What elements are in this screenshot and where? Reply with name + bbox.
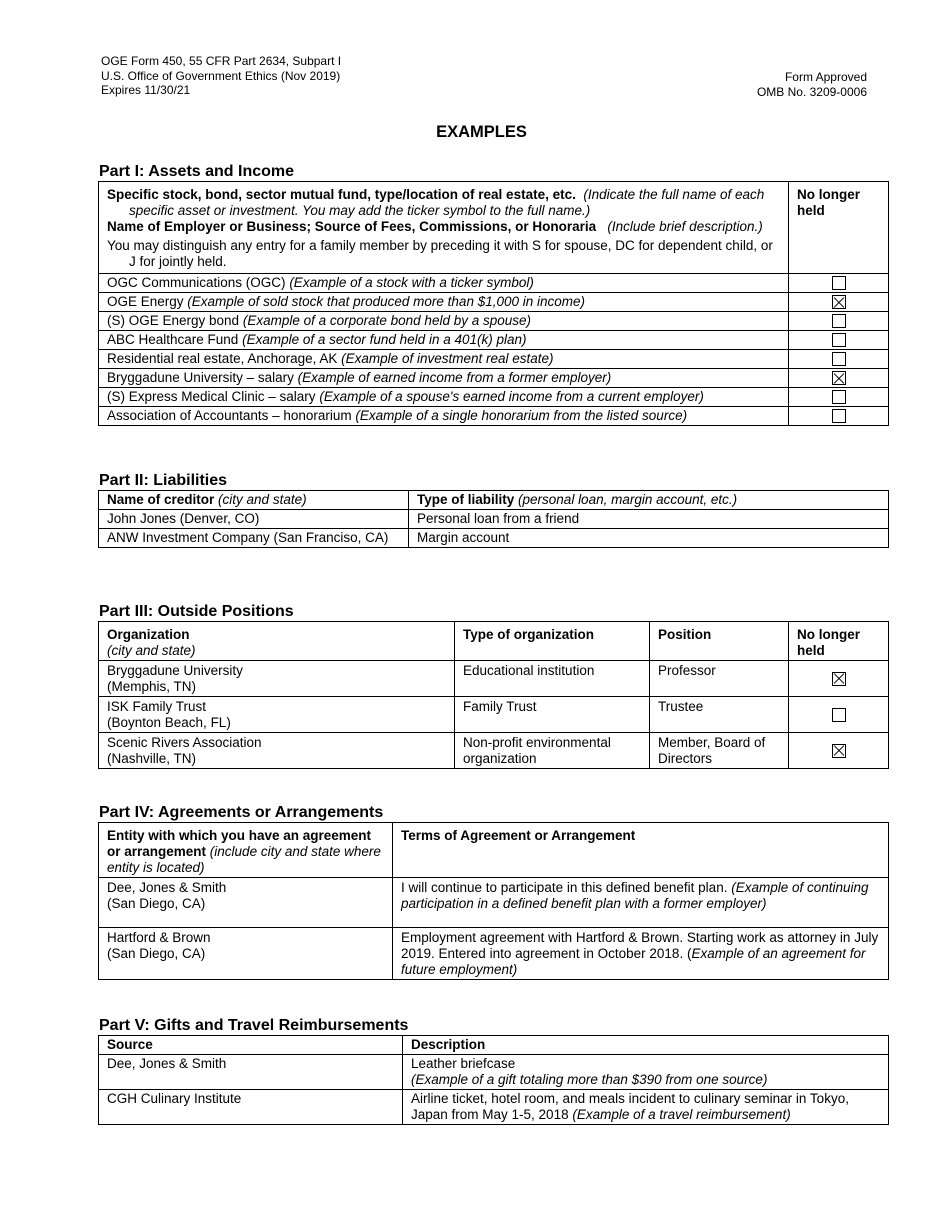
entity-cell — [99, 878, 393, 928]
agreements-table — [98, 822, 889, 980]
table-row — [99, 331, 889, 350]
table-row — [99, 350, 889, 369]
asset-cell — [99, 369, 789, 388]
position-header: Position — [650, 622, 789, 661]
assets-header-bold: Specific stock, bond, sector mutual fund, type/location of real estate, etc. — [107, 187, 576, 202]
no-longer-held-checkbox[interactable] — [832, 276, 846, 290]
organization-location: (Nashville, TN) — [107, 751, 197, 766]
organization-name: Bryggadune University — [107, 663, 243, 678]
assets-header-cell — [99, 182, 789, 274]
entity-cell — [99, 928, 393, 980]
asset-note: (Example of earned income from a former employer) — [297, 370, 612, 385]
no-longer-held-cell — [789, 312, 889, 331]
asset-note: (Example of a single honorarium from the listed source) — [355, 408, 688, 423]
creditor-cell: ANW Investment Company (San Franciso, CA) — [99, 529, 409, 548]
table-row — [99, 661, 889, 697]
terms-cell — [393, 928, 889, 980]
form-id-line: OGE Form 450, 55 CFR Part 2634, Subpart I — [101, 54, 342, 68]
omb-line: Form Approved — [784, 70, 867, 84]
org-type-cell: Family Trust — [455, 697, 650, 733]
asset-cell — [99, 388, 789, 407]
organization-location: (Memphis, TN) — [107, 679, 197, 694]
asset-name: (S) Express Medical Clinic – salary — [107, 389, 316, 404]
terms-note: Example of an agreement for future employment) — [401, 946, 866, 977]
no-longer-held-cell — [789, 331, 889, 350]
asset-name: OGE Energy — [107, 294, 184, 309]
asset-name: (S) OGE Energy bond — [107, 313, 240, 328]
organization-header-bold: Organization — [107, 627, 190, 642]
table-row — [99, 1055, 889, 1090]
assets-header-note: (Indicate the full name of each specific asset or investment. You may add the ticker symbol to the full name.) — [129, 187, 765, 218]
table-row — [99, 733, 889, 769]
org-type-header: Type of organization — [455, 622, 650, 661]
entity-name: Hartford & Brown — [107, 930, 211, 945]
no-longer-held-checkbox[interactable] — [832, 333, 846, 347]
organization-header — [99, 622, 455, 661]
no-longer-held-cell — [789, 733, 889, 769]
no-longer-held-cell — [789, 661, 889, 697]
position-cell: Member, Board of Directors — [650, 733, 789, 769]
no-longer-held-cell — [789, 407, 889, 426]
asset-cell — [99, 350, 789, 369]
terms-text: Employment agreement with Hartford & Brown. Starting work as attorney in July 2019. Entered into agreement in October 2018. ( — [401, 930, 879, 961]
asset-cell — [99, 407, 789, 426]
no-longer-held-header: No longer held — [789, 622, 889, 661]
source-cell: CGH Culinary Institute — [99, 1090, 403, 1125]
no-longer-held-cell — [789, 293, 889, 312]
no-longer-held-checkbox[interactable] — [832, 708, 846, 722]
employer-header-note: (Include brief description.) — [607, 219, 763, 234]
table-row — [99, 529, 889, 548]
table-header-row — [99, 491, 889, 510]
no-longer-held-checkbox-checked[interactable] — [832, 744, 846, 758]
table-row — [99, 878, 889, 928]
organization-cell — [99, 661, 455, 697]
asset-name: Residential real estate, Anchorage, AK — [107, 351, 338, 366]
entity-header-note: (include city and state where entity is located) — [107, 844, 381, 875]
table-header-row — [99, 182, 889, 274]
description-cell — [403, 1055, 889, 1090]
no-longer-held-cell — [789, 697, 889, 733]
terms-header: Terms of Agreement or Arrangement — [393, 823, 889, 878]
asset-note: (Example of a corporate bond held by a spouse) — [242, 313, 532, 328]
position-cell: Professor — [650, 661, 789, 697]
asset-note: (Example of a stock with a ticker symbol) — [289, 275, 534, 290]
no-longer-held-checkbox[interactable] — [832, 314, 846, 328]
omb-approval — [757, 70, 867, 99]
organization-location: (Boynton Beach, FL) — [107, 715, 231, 730]
org-type-cell: Educational institution — [455, 661, 650, 697]
organization-name: Scenic Rivers Association — [107, 735, 262, 750]
table-row — [99, 293, 889, 312]
entity-location: (San Diego, CA) — [107, 896, 206, 911]
form-id-line: U.S. Office of Government Ethics (Nov 2019) — [101, 68, 341, 83]
terms-cell — [393, 878, 889, 928]
part1-title: Part I: Assets and Income — [99, 163, 295, 180]
asset-cell — [99, 274, 789, 293]
asset-name: Association of Accountants – honorarium — [107, 408, 352, 423]
assets-income-table — [98, 181, 889, 426]
description-header: Description — [403, 1036, 889, 1055]
organization-name: ISK Family Trust — [107, 699, 207, 714]
table-row — [99, 274, 889, 293]
no-longer-held-checkbox[interactable] — [832, 390, 846, 404]
table-row — [99, 697, 889, 733]
asset-cell — [99, 293, 789, 312]
part2-title: Part II: Liabilities — [99, 472, 228, 489]
organization-cell — [99, 697, 455, 733]
asset-note: (Example of investment real estate) — [341, 351, 554, 366]
table-row — [99, 369, 889, 388]
asset-cell — [99, 312, 789, 331]
liability-type-header-note: (personal loan, margin account, etc.) — [518, 492, 738, 507]
description-text: Airline ticket, hotel room, and meals incident to culinary seminar in Tokyo, Japan from May 1-5, 2018 — [411, 1091, 849, 1122]
asset-name: OGC Communications (OGC) — [107, 275, 286, 290]
liability-type-header — [409, 491, 889, 510]
table-row — [99, 510, 889, 529]
no-longer-held-cell — [789, 369, 889, 388]
asset-note: (Example of sold stock that produced more than $1,000 in income) — [187, 294, 586, 309]
terms-text: I will continue to participate in this defined benefit plan. — [401, 880, 728, 895]
table-header-row — [99, 823, 889, 878]
form-identification — [101, 54, 341, 98]
asset-cell — [99, 331, 789, 350]
liabilities-table — [98, 490, 889, 548]
no-longer-held-cell — [789, 274, 889, 293]
table-header-row — [99, 1036, 889, 1055]
no-longer-held-cell — [789, 388, 889, 407]
family-member-note: You may distinguish any entry for a family member by preceding it with S for spouse, DC for dependent child, or J for jointly held. — [107, 238, 773, 269]
creditor-header — [99, 491, 409, 510]
description-note: (Example of a travel reimbursement) — [572, 1107, 791, 1122]
part5-title: Part V: Gifts and Travel Reimbursements — [99, 1017, 409, 1034]
entity-header — [99, 823, 393, 878]
description-note: (Example of a gift totaling more than $390 from one source) — [411, 1072, 768, 1087]
page-title: EXAMPLES — [436, 123, 527, 141]
organization-cell — [99, 733, 455, 769]
no-longer-held-checkbox[interactable] — [832, 352, 846, 366]
source-cell: Dee, Jones & Smith — [99, 1055, 403, 1090]
form-id-line: Expires 11/30/21 — [101, 83, 191, 97]
table-row — [99, 928, 889, 980]
asset-note: (Example of a spouse's earned income from a current employer) — [319, 389, 704, 404]
description-text: Leather briefcase — [411, 1056, 516, 1071]
org-type-cell: Non-profit environmental organization — [455, 733, 650, 769]
liability-type-header-bold: Type of liability — [417, 492, 515, 507]
creditor-header-bold: Name of creditor — [107, 492, 215, 507]
table-header-row — [99, 622, 889, 661]
no-longer-held-header: No longer held — [789, 182, 889, 274]
asset-name: Bryggadune University – salary — [107, 370, 294, 385]
liability-type-cell: Personal loan from a friend — [409, 510, 889, 529]
gifts-travel-table — [98, 1035, 889, 1125]
asset-note: (Example of a sector fund held in a 401(k) plan) — [242, 332, 527, 347]
position-cell: Trustee — [650, 697, 789, 733]
asset-name: ABC Healthcare Fund — [107, 332, 239, 347]
entity-header-bold: Entity with which you have an agreement or arrangement — [107, 828, 372, 859]
terms-note: (Example of continuing participation in a defined benefit plan with a former employer) — [401, 880, 869, 911]
no-longer-held-checkbox-checked[interactable] — [832, 371, 846, 385]
outside-positions-table — [98, 621, 889, 769]
no-longer-held-checkbox[interactable] — [832, 409, 846, 423]
creditor-header-note: (city and state) — [218, 492, 307, 507]
employer-header-bold: Name of Employer or Business; Source of Fees, Commissions, or Honoraria — [107, 219, 597, 234]
table-row — [99, 312, 889, 331]
table-row — [99, 407, 889, 426]
table-row — [99, 388, 889, 407]
no-longer-held-checkbox-checked[interactable] — [832, 295, 846, 309]
source-header: Source — [99, 1036, 403, 1055]
organization-header-note: (city and state) — [107, 643, 196, 658]
entity-location: (San Diego, CA) — [107, 946, 206, 961]
part4-title: Part IV: Agreements or Arrangements — [99, 804, 384, 821]
entity-name: Dee, Jones & Smith — [107, 880, 227, 895]
no-longer-held-checkbox-checked[interactable] — [832, 672, 846, 686]
description-cell — [403, 1090, 889, 1125]
part3-title: Part III: Outside Positions — [99, 603, 294, 620]
table-row — [99, 1090, 889, 1125]
creditor-cell: John Jones (Denver, CO) — [99, 510, 409, 529]
no-longer-held-cell — [789, 350, 889, 369]
omb-line: OMB No. 3209-0006 — [756, 84, 867, 99]
liability-type-cell: Margin account — [409, 529, 889, 548]
